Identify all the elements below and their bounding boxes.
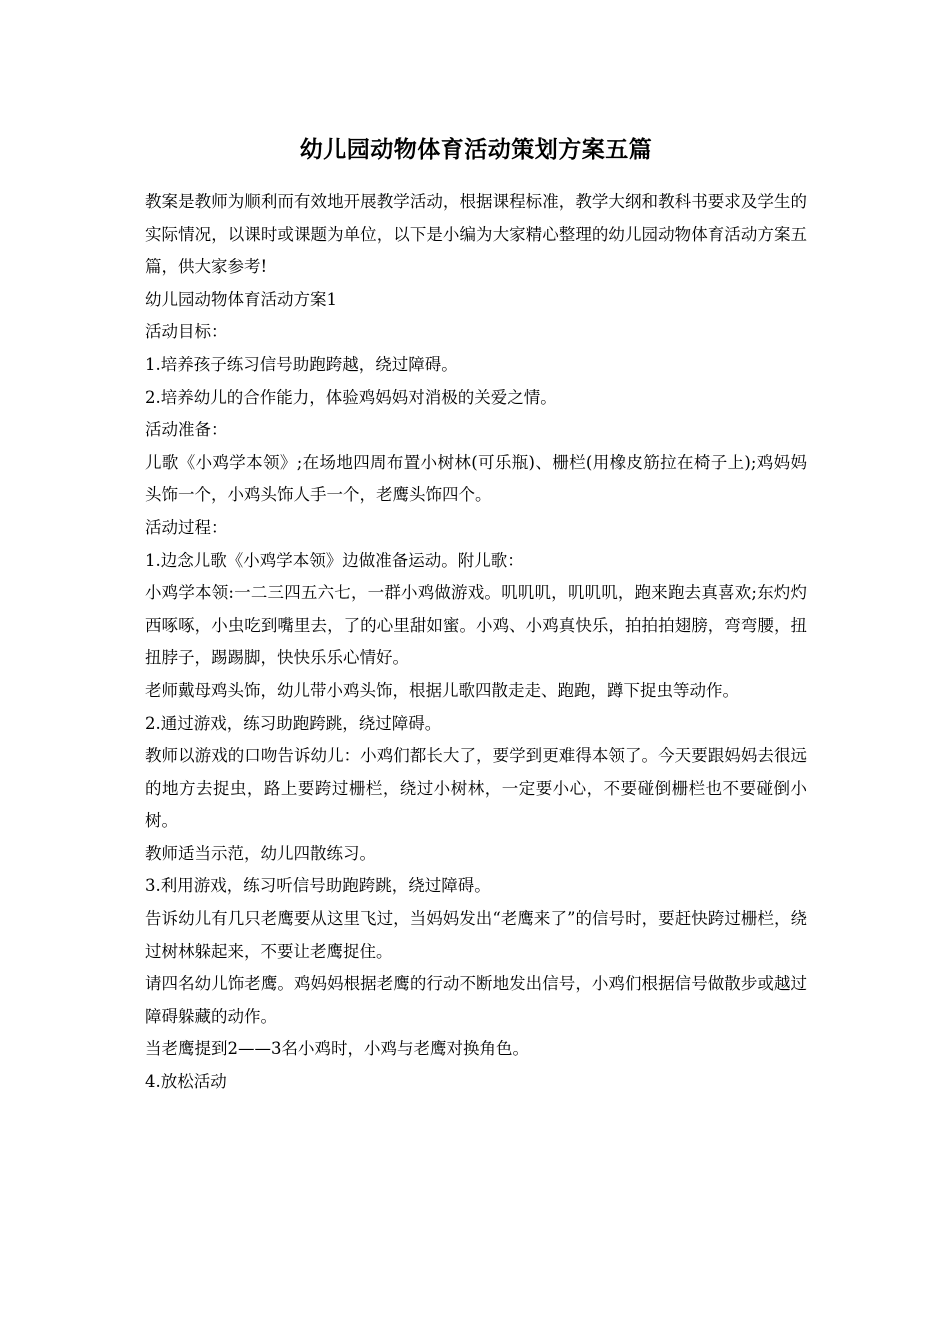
goal-item-1: 1.培养孩子练习信号助跑跨越，绕过障碍。 [145, 354, 458, 374]
process-step-1-detail: 老师戴母鸡头饰，幼儿带小鸡头饰，根据儿歌四散走走、跑跑，蹲下捉虫等动作。 [145, 680, 739, 700]
document-title: 幼儿园动物体育活动策划方案五篇 [299, 136, 653, 163]
process-step-2-demo: 教师适当示范，幼儿四散练习。 [145, 843, 376, 863]
document-body [145, 128, 807, 1099]
intro-paragraph: 教案是教师为顺利而有效地开展教学活动，根据课程标准，教学大纲和教科书要求及学生的实际情况，以课时或课题为单位，以下是小编为大家精心整理的幼儿园动物体育活动方案五篇，供大家参考! [145, 192, 807, 277]
preparation-paragraph: 儿歌《小鸡学本领》;在场地四周布置小树林(可乐瓶)、栅栏(用橡皮筋拉在椅子上);鸡妈妈头饰一个，小鸡头饰人手一个，老鹰头饰四个。 [145, 452, 807, 505]
heading-activity-process: 活动过程： [145, 517, 228, 537]
process-step-3-detail: 告诉幼儿有几只老鹰要从这里飞过，当妈妈发出“老鹰来了”的信号时，要赶快跨过栅栏，绕过树林躲起来，不要让老鹰捉住。 [145, 909, 807, 961]
process-step-2-detail: 教师以游戏的口吻告诉幼儿：小鸡们都长大了，要学到更难得本领了。今天要跟妈妈去很远的地方去捉虫，路上要跨过栅栏，绕过小树林，一定要小心，不要碰倒栅栏也不要碰倒小树。 [145, 746, 807, 831]
section-heading-plan-1: 幼儿园动物体育活动方案1 [145, 289, 337, 309]
heading-activity-goals: 活动目标： [145, 322, 228, 342]
nursery-rhyme-text: 小鸡学本领:一二三四五六七，一群小鸡做游戏。叽叽叽，叽叽叽，跑来跑去真喜欢;东灼灼西啄啄，小虫吃到嘴里去，了的心里甜如蜜。小鸡、小鸡真快乐，拍拍拍翅膀，弯弯腰，扭扭脖子，踢踢脚，快快乐乐心情好。 [145, 583, 807, 668]
process-step-2: 2.通过游戏，练习助跑跨跳，绕过障碍。 [145, 713, 442, 733]
heading-activity-preparation: 活动准备： [145, 420, 228, 440]
process-step-3: 3.利用游戏，练习听信号助跑跨跳，绕过障碍。 [145, 876, 491, 896]
process-step-1: 1.边念儿歌《小鸡学本领》边做准备运动。附儿歌： [145, 550, 524, 570]
process-step-3-roles: 请四名幼儿饰老鹰。鸡妈妈根据老鹰的行动不断地发出信号，小鸡们根据信号做散步或越过障碍躲藏的动作。 [145, 974, 807, 1026]
process-step-3-swap: 当老鹰提到2——3名小鸡时，小鸡与老鹰对换角色。 [145, 1039, 529, 1059]
process-step-4: 4.放松活动 [145, 1072, 227, 1092]
goal-item-2: 2.培养幼儿的合作能力，体验鸡妈妈对消极的关爱之情。 [145, 387, 557, 407]
